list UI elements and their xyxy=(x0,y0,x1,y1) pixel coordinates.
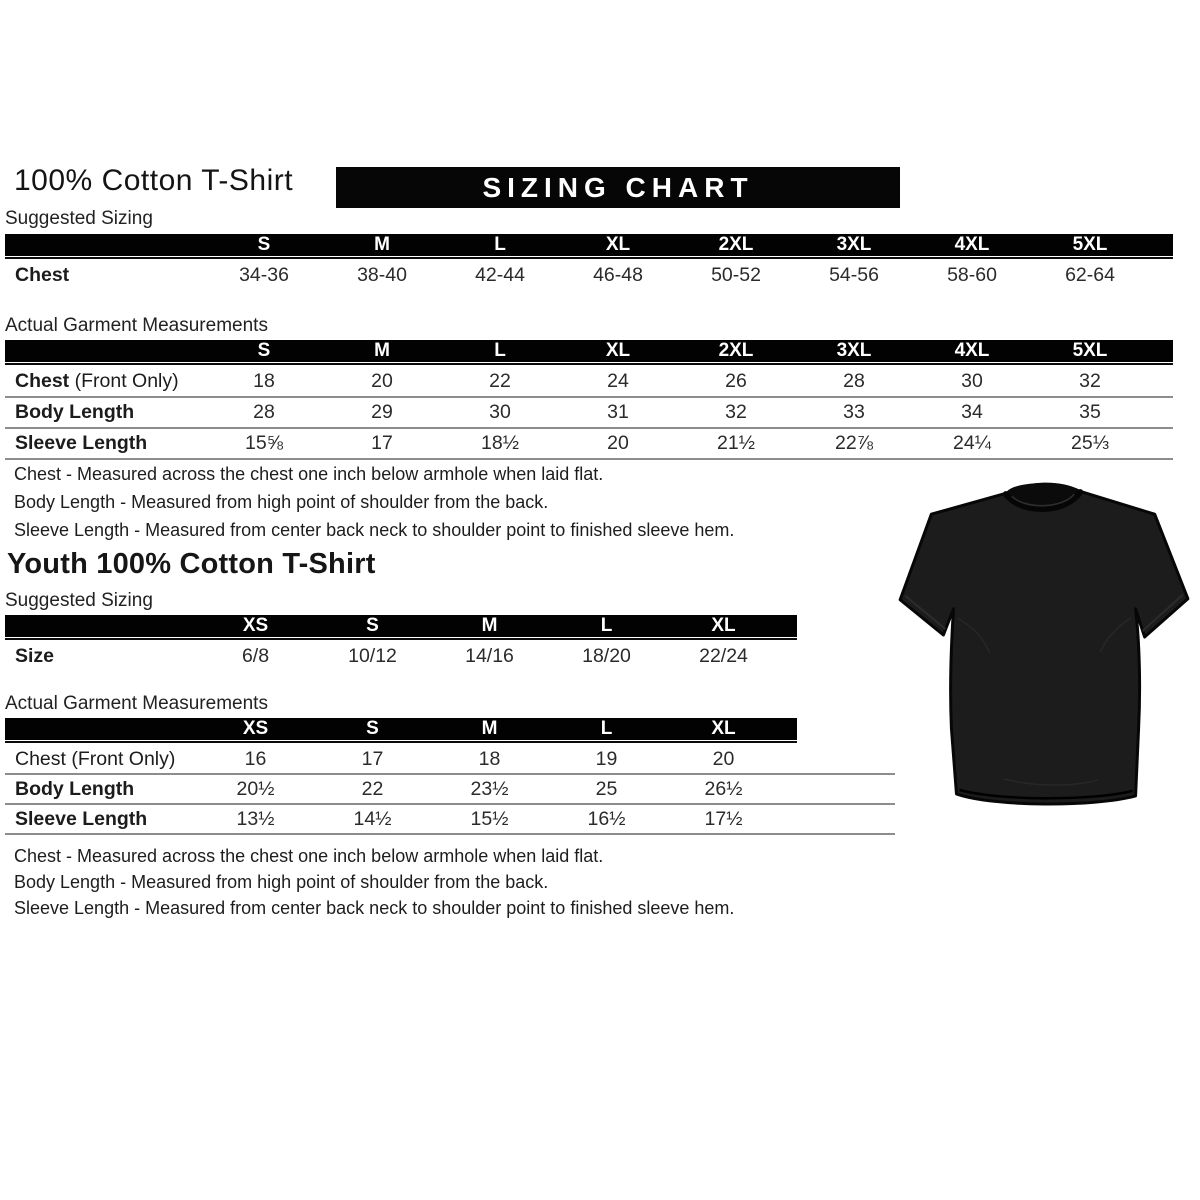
youth-measurement-notes xyxy=(14,843,734,921)
table-row xyxy=(5,805,895,835)
value-cell: 38-40 xyxy=(357,264,407,286)
value-cell: 26½ xyxy=(704,777,743,800)
value-cell: 50-52 xyxy=(711,264,761,286)
row-label-cell xyxy=(5,748,197,771)
column-header-l: L xyxy=(600,718,613,739)
column-header-5xl: 5XL xyxy=(1072,340,1108,361)
value-cell: 28 xyxy=(253,401,275,423)
value-cell: 16½ xyxy=(587,807,626,830)
column-header-4xl: 4XL xyxy=(954,340,990,361)
row-label-cell xyxy=(5,432,205,455)
youth-suggested-sizing-table xyxy=(5,615,895,670)
value-cell: 46-48 xyxy=(593,264,643,286)
value-cell: 19 xyxy=(595,747,618,770)
table-row xyxy=(5,642,895,670)
value-cell: 42-44 xyxy=(475,264,525,286)
value-cell: 22/24 xyxy=(699,644,748,667)
value-cell: 20 xyxy=(371,370,393,392)
adult-measurement-notes xyxy=(14,460,734,544)
value-cell: 31 xyxy=(607,401,629,423)
value-cell: 25⅓ xyxy=(1071,432,1109,454)
column-header-xl: XL xyxy=(605,234,631,255)
column-header-m: M xyxy=(374,234,390,255)
column-header-xl: XL xyxy=(605,340,631,361)
row-label: Size xyxy=(15,644,55,667)
value-cell: 20 xyxy=(607,432,629,454)
value-cell: 10/12 xyxy=(348,644,397,667)
column-header-m: M xyxy=(481,718,498,739)
value-cell: 17½ xyxy=(704,807,743,830)
value-cell: 62-64 xyxy=(1065,264,1115,286)
table-header-row xyxy=(5,340,1173,362)
value-cell: 22 xyxy=(361,777,384,800)
sizing-chart-banner-text: SIZING CHART xyxy=(482,171,754,203)
note-line: Chest - Measured across the chest one inch below armhole when laid flat. xyxy=(14,846,604,866)
column-header-3xl: 3XL xyxy=(836,340,872,361)
value-cell: 26 xyxy=(725,370,747,392)
value-cell: 6/8 xyxy=(241,644,270,667)
value-cell: 22 xyxy=(489,370,511,392)
value-cell: 18½ xyxy=(481,432,519,454)
row-label: Body Length xyxy=(15,777,135,800)
column-header-s: S xyxy=(366,615,379,636)
column-header-2xl: 2XL xyxy=(718,234,754,255)
column-header-2xl: 2XL xyxy=(718,340,754,361)
value-cell: 24 xyxy=(607,370,629,392)
youth-section-title: Youth 100% Cotton T-Shirt xyxy=(7,548,376,580)
black-tshirt-image xyxy=(893,477,1195,809)
column-header-xl: XL xyxy=(711,615,736,636)
value-cell: 13½ xyxy=(236,807,275,830)
value-cell: 32 xyxy=(1079,370,1101,392)
value-cell: 18 xyxy=(253,370,275,392)
value-cell: 17 xyxy=(361,747,384,770)
column-header-s: S xyxy=(257,234,271,255)
row-label-cell xyxy=(5,401,205,424)
adult-actual-measurements-table xyxy=(5,340,1173,460)
value-cell: 21½ xyxy=(717,432,755,454)
value-cell: 20½ xyxy=(236,777,275,800)
value-cell: 22⅞ xyxy=(835,432,873,454)
column-header-l: L xyxy=(494,340,506,361)
value-cell: 15½ xyxy=(470,807,509,830)
table-row xyxy=(5,398,1173,429)
column-header-3xl: 3XL xyxy=(836,234,872,255)
value-cell: 32 xyxy=(725,401,747,423)
row-label-cell xyxy=(5,264,205,287)
table-header-row xyxy=(5,615,895,637)
table-row xyxy=(5,367,1173,398)
value-cell: 34 xyxy=(961,401,983,423)
youth-actual-measurements-table xyxy=(5,718,895,835)
column-header-xs: XS xyxy=(242,615,269,636)
row-label: Body Length xyxy=(15,401,135,423)
note-line: Body Length - Measured from high point of shoulder from the back. xyxy=(14,492,549,512)
youth-suggested-sizing-label: Suggested Sizing xyxy=(5,590,153,611)
value-cell: 25 xyxy=(595,777,618,800)
column-header-s: S xyxy=(366,718,379,739)
value-cell: 17 xyxy=(371,432,393,454)
row-label-suffix: (Front Only) xyxy=(69,370,179,392)
value-cell: 18/20 xyxy=(582,644,631,667)
value-cell: 54-56 xyxy=(829,264,879,286)
note-line: Body Length - Measured from high point of shoulder from the back. xyxy=(14,872,549,892)
tshirt-graphic xyxy=(893,477,1195,809)
note-line: Chest - Measured across the chest one inch below armhole when laid flat. xyxy=(14,464,604,484)
column-header-4xl: 4XL xyxy=(954,234,990,255)
row-label: Sleeve Length xyxy=(15,432,148,454)
table-row xyxy=(5,775,895,805)
value-cell: 33 xyxy=(843,401,865,423)
row-label: Chest xyxy=(15,747,66,770)
value-cell: 14/16 xyxy=(465,644,514,667)
row-label-cell xyxy=(5,778,197,801)
table-header-row xyxy=(5,234,1173,256)
row-label-cell xyxy=(5,808,197,831)
tshirt-body-shape xyxy=(900,484,1188,804)
value-cell: 30 xyxy=(961,370,983,392)
column-header-xl: XL xyxy=(711,718,736,739)
value-cell: 24¼ xyxy=(953,432,991,454)
adult-actual-measurements-label: Actual Garment Measurements xyxy=(5,315,268,336)
row-label: Chest xyxy=(15,370,70,392)
value-cell: 14½ xyxy=(353,807,392,830)
note-line: Sleeve Length - Measured from center back neck to shoulder point to finished sleeve hem. xyxy=(14,520,735,540)
row-label-cell xyxy=(5,370,205,393)
column-header-l: L xyxy=(600,615,613,636)
value-cell: 29 xyxy=(371,401,393,423)
adult-suggested-sizing-label: Suggested Sizing xyxy=(5,208,153,229)
value-cell: 34-36 xyxy=(239,264,289,286)
note-line: Sleeve Length - Measured from center back neck to shoulder point to finished sleeve hem. xyxy=(14,898,735,918)
row-label: Chest xyxy=(15,264,70,286)
youth-actual-measurements-label: Actual Garment Measurements xyxy=(5,693,268,714)
column-header-s: S xyxy=(257,340,271,361)
value-cell: 23½ xyxy=(470,777,509,800)
value-cell: 15⅝ xyxy=(245,432,283,454)
sizing-chart-banner xyxy=(336,167,900,208)
column-header-m: M xyxy=(481,615,498,636)
value-cell: 30 xyxy=(489,401,511,423)
value-cell: 28 xyxy=(843,370,865,392)
value-cell: 16 xyxy=(244,747,267,770)
table-header-row xyxy=(5,718,895,740)
table-row xyxy=(5,429,1173,460)
column-header-xs: XS xyxy=(242,718,269,739)
column-header-l: L xyxy=(494,234,506,255)
row-label-cell xyxy=(5,645,197,668)
adult-section-title: 100% Cotton T-Shirt xyxy=(14,164,294,197)
row-label-suffix: (Front Only) xyxy=(65,747,176,770)
column-header-m: M xyxy=(374,340,390,361)
adult-suggested-sizing-table xyxy=(5,234,1173,290)
value-cell: 35 xyxy=(1079,401,1101,423)
row-label: Sleeve Length xyxy=(15,807,148,830)
table-row xyxy=(5,745,895,775)
value-cell: 58-60 xyxy=(947,264,997,286)
table-row xyxy=(5,261,1173,290)
value-cell: 18 xyxy=(478,747,501,770)
column-header-5xl: 5XL xyxy=(1072,234,1108,255)
value-cell: 20 xyxy=(712,747,735,770)
